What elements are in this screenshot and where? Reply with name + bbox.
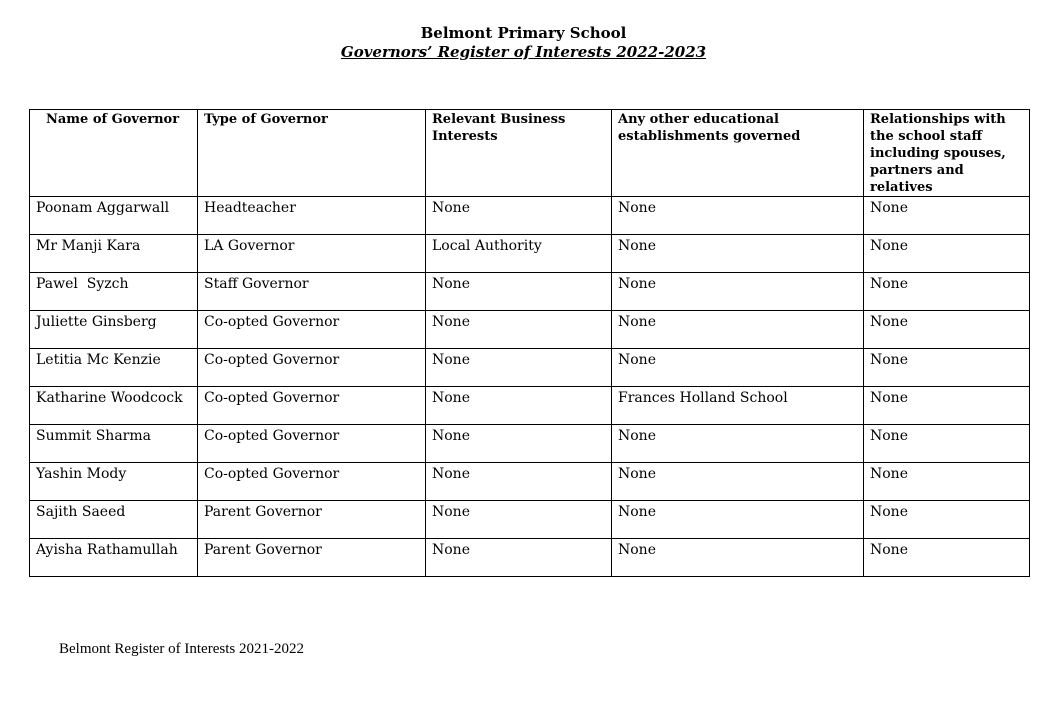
other-establishments-cell: None [612, 539, 864, 577]
governor-name-cell: Sajith Saeed [30, 501, 198, 539]
document-title: Belmont Primary School [420, 24, 627, 42]
business-interests-cell: None [426, 349, 612, 387]
governor-type-cell: Headteacher [198, 197, 426, 235]
governor-type-cell: Parent Governor [198, 501, 426, 539]
governor-name-cell: Poonam Aggarwall [30, 197, 198, 235]
governor-type-cell: Co-opted Governor [198, 311, 426, 349]
table-row [30, 501, 1030, 539]
column-header-type: Type of Governor [198, 110, 426, 197]
governor-type-cell: Co-opted Governor [198, 387, 426, 425]
other-establishments-cell: None [612, 501, 864, 539]
document-subtitle: Governors’ Register of Interests 2022-2023 [340, 43, 707, 61]
governor-type-cell: Staff Governor [198, 273, 426, 311]
other-establishments-cell: None [612, 235, 864, 273]
table-row [30, 425, 1030, 463]
business-interests-cell: None [426, 463, 612, 501]
governor-name-cell: Mr Manji Kara [30, 235, 198, 273]
governor-name-cell: Pawel Syzch [30, 273, 198, 311]
table-row [30, 273, 1030, 311]
governor-type-cell: LA Governor [198, 235, 426, 273]
relationships-cell: None [864, 463, 1030, 501]
relationships-cell: None [864, 197, 1030, 235]
column-header-name: Name of Governor [30, 110, 198, 197]
relationships-cell: None [864, 273, 1030, 311]
relationships-cell: None [864, 235, 1030, 273]
governor-name-cell: Katharine Woodcock [30, 387, 198, 425]
other-establishments-cell: None [612, 273, 864, 311]
table-row [30, 311, 1030, 349]
column-header-business-interests: Relevant Business Interests [426, 110, 612, 197]
governor-type-cell: Co-opted Governor [198, 349, 426, 387]
table-row [30, 463, 1030, 501]
table-row [30, 235, 1030, 273]
table-row [30, 387, 1030, 425]
other-establishments-cell: None [612, 311, 864, 349]
governor-type-cell: Co-opted Governor [198, 425, 426, 463]
other-establishments-cell: None [612, 197, 864, 235]
business-interests-cell: None [426, 387, 612, 425]
table-row [30, 539, 1030, 577]
governor-type-cell: Parent Governor [198, 539, 426, 577]
relationships-cell: None [864, 539, 1030, 577]
governor-name-cell: Yashin Mody [30, 463, 198, 501]
business-interests-cell: None [426, 311, 612, 349]
table-row [30, 349, 1030, 387]
business-interests-cell: Local Authority [426, 235, 612, 273]
governor-type-cell: Co-opted Governor [198, 463, 426, 501]
relationships-cell: None [864, 349, 1030, 387]
other-establishments-cell: None [612, 349, 864, 387]
other-establishments-cell: None [612, 463, 864, 501]
other-establishments-cell: Frances Holland School [612, 387, 864, 425]
column-header-other-establishments: Any other educational establishments governed [612, 110, 864, 197]
other-establishments-cell: None [612, 425, 864, 463]
governor-name-cell: Ayisha Rathamullah [30, 539, 198, 577]
relationships-cell: None [864, 501, 1030, 539]
relationships-cell: None [864, 425, 1030, 463]
table-header-row [30, 110, 1030, 197]
column-header-relationships: Relationships with the school staff including spouses, partners and relatives [864, 110, 1030, 197]
business-interests-cell: None [426, 197, 612, 235]
relationships-cell: None [864, 311, 1030, 349]
business-interests-cell: None [426, 539, 612, 577]
business-interests-cell: None [426, 273, 612, 311]
governor-name-cell: Juliette Ginsberg [30, 311, 198, 349]
governor-name-cell: Letitia Mc Kenzie [30, 349, 198, 387]
relationships-cell: None [864, 387, 1030, 425]
document-header [0, 24, 1047, 62]
business-interests-cell: None [426, 501, 612, 539]
business-interests-cell: None [426, 425, 612, 463]
table-row [30, 197, 1030, 235]
governor-name-cell: Summit Sharma [30, 425, 198, 463]
register-table [29, 109, 1030, 577]
document-footer: Belmont Register of Interests 2021-2022 [59, 641, 304, 657]
